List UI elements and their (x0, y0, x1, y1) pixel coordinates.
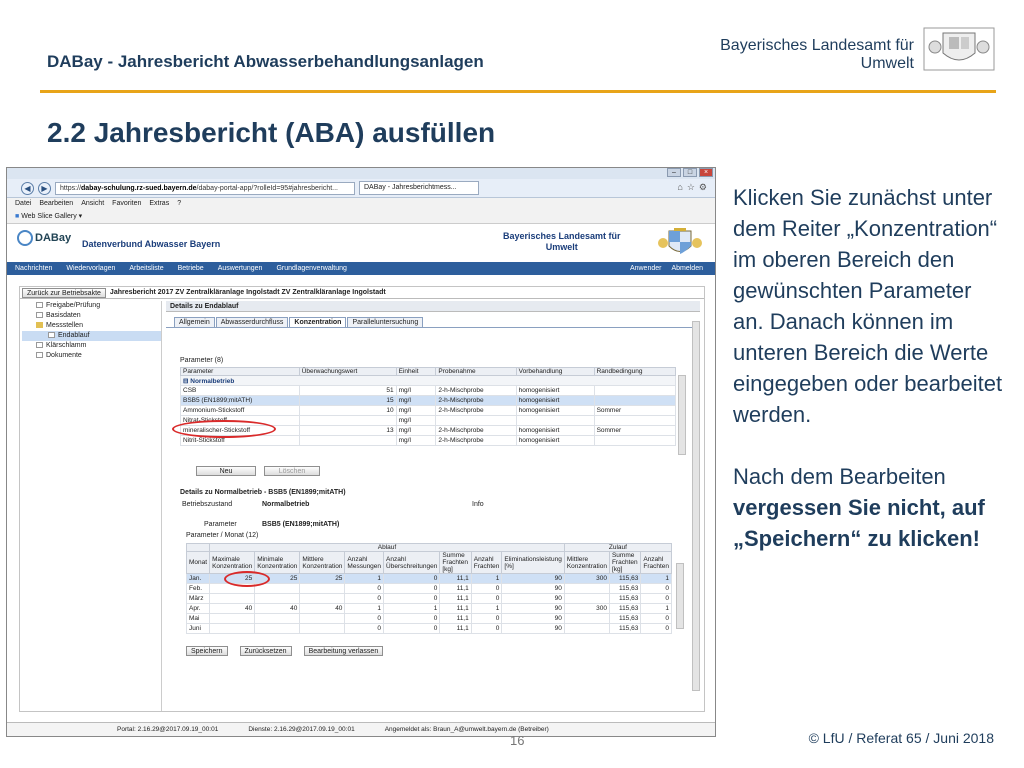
param-unit: mg/l (396, 396, 436, 406)
param-sampling: 2-h-Mischprobe (436, 406, 516, 416)
value-cell[interactable] (564, 614, 609, 624)
table-row[interactable] (181, 406, 676, 416)
value-cell[interactable]: 0 (471, 594, 502, 604)
value-cell[interactable]: 1 (641, 604, 672, 614)
highlight-ellipse-param (172, 420, 276, 438)
info-label: Info (472, 501, 484, 508)
param-table-scrollbar[interactable] (678, 375, 686, 455)
value-cell[interactable]: 90 (502, 614, 564, 624)
value-cell[interactable]: 11,1 (440, 604, 471, 614)
value-cell[interactable] (255, 624, 300, 634)
monthly-section-label (186, 532, 258, 539)
app-name: Datenverbund Abwasser Bayern (82, 239, 221, 249)
table-row[interactable] (187, 624, 672, 634)
col-ueberwachungswert[interactable]: Überwachungswert (299, 368, 396, 376)
nav-arbeitsliste[interactable]: Arbeitsliste (129, 265, 164, 272)
value-cell[interactable]: 0 (384, 614, 440, 624)
value-cell[interactable]: 90 (502, 594, 564, 604)
group-normalbetrieb[interactable]: ⊟ Normalbetrieb (181, 376, 676, 386)
param-detail-value: BSB5 (EN1899;mitATH) (262, 521, 340, 528)
org-line2: Umwelt (860, 55, 914, 72)
report-toolbar (20, 287, 704, 299)
param-pretreat: homogenisiert (516, 436, 594, 446)
doc-icon (36, 312, 43, 318)
org-line1: Bayerisches Landesamt für (720, 37, 914, 54)
slide-title: 2.2 Jahresbericht (ABA) ausfüllen (47, 117, 496, 148)
favorites-bar (7, 210, 715, 224)
col-zu-anzahl[interactable]: Anzahl Frachten (641, 552, 672, 574)
doc-icon (48, 332, 55, 338)
value-cell[interactable]: 115,63 (609, 574, 640, 584)
value-cell[interactable]: 0 (384, 574, 440, 584)
value-cell[interactable]: 40 (255, 604, 300, 614)
value-cell[interactable] (255, 594, 300, 604)
value-cell[interactable]: 1 (471, 574, 502, 584)
menu-help[interactable]: ? (177, 200, 182, 207)
new-button[interactable]: Neu (196, 466, 256, 476)
value-cell[interactable]: 0 (384, 624, 440, 634)
value-cell[interactable]: 0 (641, 594, 672, 604)
value-cell[interactable]: 0 (384, 584, 440, 594)
leave-edit-button[interactable]: Bearbeitung verlassen (304, 646, 384, 656)
value-cell[interactable] (255, 614, 300, 624)
param-condition (594, 416, 675, 426)
page-number: 16 (510, 733, 525, 748)
value-cell[interactable]: 0 (641, 584, 672, 594)
value-cell[interactable] (210, 614, 255, 624)
value-cell[interactable]: 0 (641, 624, 672, 634)
month-cell: Mai (187, 614, 210, 624)
value-cell[interactable]: 11,1 (440, 624, 471, 634)
browser-tab[interactable]: DABay - Jahresberichtmess... (359, 181, 479, 195)
param-unit: mg/l (396, 406, 436, 416)
monthly-count: (12) (245, 532, 259, 539)
param-unit: mg/l (396, 426, 436, 436)
instruction-p2-bold: vergessen Sie nicht, auf „Speichern“ zu klicken! (733, 495, 985, 551)
tab-allgemein[interactable]: Allgemein (174, 317, 215, 327)
param-limit (299, 436, 396, 446)
param-condition: Sommer (594, 426, 675, 436)
param-condition (594, 386, 675, 396)
value-cell[interactable]: 115,63 (609, 624, 640, 634)
menu-bearbeiten[interactable]: Bearbeiten (39, 200, 74, 207)
param-limit (299, 416, 396, 426)
param-name: BSB5 (EN1899;mitATH) (181, 396, 300, 406)
detail-panel (166, 301, 700, 711)
col-parameter[interactable]: Parameter (181, 368, 300, 376)
value-cell[interactable]: 11,1 (440, 574, 471, 584)
nav-anwender[interactable]: Anwender (629, 265, 662, 272)
nav-nachrichten[interactable]: Nachrichten (15, 265, 53, 272)
col-mittel[interactable]: Mittlere Konzentration (300, 552, 345, 574)
value-cell[interactable]: 11,1 (440, 614, 471, 624)
tree-label-freigabe: Freigabe/Prüfung (46, 302, 101, 309)
web-slice-icon: ■ (15, 213, 20, 220)
delete-button[interactable]: Löschen (264, 466, 320, 476)
instruction-text (733, 182, 1003, 554)
value-cell[interactable]: 0 (345, 614, 384, 624)
table-row[interactable] (187, 604, 672, 614)
value-cell[interactable]: 115,63 (609, 604, 640, 614)
param-pretreat: homogenisiert (516, 406, 594, 416)
value-cell[interactable] (564, 594, 609, 604)
param-actions (196, 466, 320, 476)
param-sampling (436, 416, 516, 426)
value-cell[interactable]: 90 (502, 624, 564, 634)
table-row[interactable] (181, 386, 676, 396)
tab-paralleluntersuchung[interactable]: Paralleluntersuchung (347, 317, 423, 327)
param-name: CSB (181, 386, 300, 396)
grp-zulauf: Zulauf (564, 544, 671, 552)
param-label: Parameter (180, 357, 213, 364)
value-cell[interactable]: 0 (345, 584, 384, 594)
back-arrow-icon[interactable]: ◀ (21, 182, 34, 195)
value-cell[interactable] (210, 624, 255, 634)
dienste-version: 2.16.29@2017.09.19_00:01 (273, 726, 355, 733)
app-lfu-line2: Umwelt (545, 242, 578, 252)
header-title: DABay - Jahresbericht Abwasserbehandlungsanlagen (47, 52, 484, 71)
folder-icon (36, 322, 43, 328)
forward-arrow-icon[interactable]: ▶ (38, 182, 51, 195)
value-cell[interactable] (300, 624, 345, 634)
lfu-crest-logo (923, 27, 995, 71)
grp-ablauf: Ablauf (210, 544, 565, 552)
monthly-table-scrollbar[interactable] (676, 563, 684, 629)
param-sampling: 2-h-Mischprobe (436, 386, 516, 396)
col-randbedingung[interactable]: Randbedingung (594, 368, 675, 376)
col-elimination[interactable]: Eliminationsleistung [%] (502, 552, 564, 574)
reset-button[interactable]: Zurücksetzen (240, 646, 292, 656)
value-cell[interactable]: 0 (384, 594, 440, 604)
table-row[interactable] (181, 436, 676, 446)
menu-extras[interactable]: Extras (149, 200, 170, 207)
app-header (7, 224, 715, 262)
group-label: Normalbetrieb (190, 377, 235, 385)
col-einheit[interactable]: Einheit (396, 368, 436, 376)
content-area (19, 286, 705, 712)
value-cell[interactable]: 25 (300, 574, 345, 584)
value-cell[interactable]: 0 (471, 624, 502, 634)
url-prefix: https:// (60, 184, 82, 192)
param-condition (594, 436, 675, 446)
state-label: Betriebszustand (182, 501, 233, 508)
tree-label-messstellen: Messstellen (46, 322, 83, 329)
nav-auswertungen[interactable]: Auswertungen (217, 265, 263, 272)
value-cell[interactable] (564, 624, 609, 634)
param-condition (594, 396, 675, 406)
state-value: Normalbetrieb (262, 501, 310, 508)
web-slice-gallery-link[interactable]: ■ Web Slice Gallery ▾ (15, 213, 83, 220)
tab-konzentration[interactable]: Konzentration (289, 317, 346, 327)
portal-label: Portal: (117, 726, 136, 733)
value-cell[interactable]: 40 (210, 604, 255, 614)
col-anzahl-mess[interactable]: Anzahl Messungen (345, 552, 384, 574)
tree-item-dokumente[interactable] (22, 351, 161, 361)
portal-version: 2.16.29@2017.09.19_00:01 (137, 726, 219, 733)
header-rule (40, 90, 996, 93)
col-frachten[interactable]: Summe Frachten [kg] (440, 552, 471, 574)
col-ueberschr[interactable]: Anzahl Überschreitungen (384, 552, 440, 574)
month-cell: Apr. (187, 604, 210, 614)
instruction-p2 (733, 461, 1003, 554)
dienste-label: Dienste: (248, 726, 273, 733)
value-cell[interactable] (300, 614, 345, 624)
value-cell[interactable]: 115,63 (609, 594, 640, 604)
value-cell[interactable]: 90 (502, 584, 564, 594)
param-pretreat: homogenisiert (516, 386, 594, 396)
col-probenahme[interactable]: Probenahme (436, 368, 516, 376)
logged-in-user: Angemeldet als: Braun_A@umwelt.bayern.de (Betreiber) (384, 726, 549, 733)
month-cell: Feb. (187, 584, 210, 594)
value-cell[interactable]: 115,63 (609, 614, 640, 624)
param-name: Nitrat-Stickstoff (181, 416, 300, 426)
param-pretreat: homogenisiert (516, 426, 594, 436)
url-host: dabay-schulung.rz-sued.bayern.de (81, 184, 197, 192)
value-cell[interactable]: 0 (345, 624, 384, 634)
address-bar (7, 179, 715, 198)
value-cell[interactable]: 0 (471, 584, 502, 594)
param-name: Ammonium-Stickstoff (181, 406, 300, 416)
col-zu-frachten[interactable]: Summe Frachten [kg] (609, 552, 640, 574)
navigation-tree (22, 301, 162, 711)
param-pretreat: homogenisiert (516, 396, 594, 406)
tree-label-endablauf: Endablauf (58, 332, 90, 339)
save-button[interactable]: Speichern (186, 646, 228, 656)
grp-blank (187, 544, 210, 552)
web-slice-label: Web Slice Gallery (21, 213, 77, 220)
value-cell[interactable] (300, 584, 345, 594)
value-cell[interactable]: 25 (210, 574, 255, 584)
value-cell[interactable]: 40 (300, 604, 345, 614)
nav-betriebe[interactable]: Betriebe (177, 265, 204, 272)
table-row[interactable] (187, 594, 672, 604)
value-cell[interactable]: 0 (345, 594, 384, 604)
param-detail-label: Parameter (204, 521, 237, 528)
value-cell[interactable]: 300 (564, 604, 609, 614)
window-titlebar (7, 168, 715, 179)
browser-icons: ⌂☆⚙ (677, 182, 711, 192)
close-button[interactable]: × (699, 168, 713, 177)
table-row-selected[interactable] (181, 396, 676, 406)
month-cell: März (187, 594, 210, 604)
doc-icon (36, 302, 43, 308)
minimize-button[interactable]: – (667, 168, 681, 177)
url-rest: /dabay-portal-app/?rolleId=95#jahresbericht... (196, 184, 338, 192)
value-cell[interactable]: 0 (471, 614, 502, 624)
value-cell[interactable]: 1 (384, 604, 440, 614)
tree-label-basisdaten: Basisdaten (46, 312, 81, 319)
back-to-file-button[interactable]: Zurück zur Betriebsakte (22, 288, 106, 298)
param-unit: mg/l (396, 386, 436, 396)
org-name (720, 37, 914, 73)
value-cell[interactable]: 11,1 (440, 584, 471, 594)
param-count: (8) (214, 357, 224, 364)
param-sampling: 2-h-Mischprobe (436, 396, 516, 406)
report-title: Jahresbericht 2017 ZV Zentralkläranlage Ingolstadt ZV Zentralkläranlage Ingolstadt (109, 289, 386, 296)
value-cell[interactable]: 90 (502, 604, 564, 614)
param-limit: 15 (299, 396, 396, 406)
table-row[interactable] (187, 614, 672, 624)
param-unit: mg/l (396, 436, 436, 446)
param-pretreat (516, 416, 594, 426)
detail-scrollbar[interactable] (692, 321, 700, 691)
tree-item-klaerschlamm[interactable] (22, 341, 161, 351)
param-limit: 51 (299, 386, 396, 396)
detail-tabs (166, 317, 700, 328)
tree-label-klaerschlamm: Klärschlamm (46, 342, 87, 349)
highlight-ellipse-value (224, 571, 270, 587)
monthly-label: Parameter / Monat (186, 532, 244, 539)
detail-header: Details zu Endablauf (166, 301, 700, 312)
dabay-logo (17, 230, 71, 246)
status-bar (7, 722, 715, 736)
month-cell: Juni (187, 624, 210, 634)
footer-credit: © LfU / Referat 65 / Juni 2018 (808, 730, 994, 746)
value-cell[interactable]: 115,63 (609, 584, 640, 594)
app-lfu-name (503, 231, 621, 253)
value-cell[interactable]: 11,1 (440, 594, 471, 604)
value-cell[interactable]: 25 (255, 574, 300, 584)
nav-abmelden[interactable]: Abmelden (671, 265, 703, 272)
menu-bar (7, 198, 715, 210)
tree-item-endablauf[interactable] (22, 331, 161, 341)
value-cell[interactable]: 1 (471, 604, 502, 614)
tab-abwasserdurchfluss[interactable]: Abwasserdurchfluss (216, 317, 289, 327)
value-cell[interactable]: 300 (564, 574, 609, 584)
form-actions (186, 646, 383, 656)
value-cell[interactable]: 1 (345, 604, 384, 614)
param-name: mineralischer-Stickstoff (181, 426, 300, 436)
col-min[interactable]: Minimale Konzentration (255, 552, 300, 574)
col-anzahl-fracht[interactable]: Anzahl Frachten (471, 552, 502, 574)
col-zu-mittel[interactable]: Mittlere Konzentration (564, 552, 609, 574)
browser-screenshot (6, 167, 716, 737)
param-section-label (180, 357, 223, 364)
value-cell[interactable]: 1 (641, 574, 672, 584)
param-unit: mg/l (396, 416, 436, 426)
app-lfu-line1: Bayerisches Landesamt für (503, 231, 621, 241)
nav-wiedervorlagen[interactable]: Wiedervorlagen (66, 265, 116, 272)
col-max[interactable]: Maximale Konzentration (210, 552, 255, 574)
tree-label-dokumente: Dokumente (46, 352, 82, 359)
col-vorbehandlung[interactable]: Vorbehandlung (516, 368, 594, 376)
instruction-p2-normal: Nach dem Bearbeiten (733, 464, 946, 489)
url-field[interactable] (55, 182, 355, 195)
value-cell[interactable] (210, 594, 255, 604)
bavaria-crest-icon (657, 228, 703, 258)
tree-item-freigabe[interactable] (22, 301, 161, 311)
value-cell[interactable]: 90 (502, 574, 564, 584)
monthly-table (186, 543, 672, 634)
value-cell[interactable] (300, 594, 345, 604)
value-cell[interactable]: 0 (641, 614, 672, 624)
main-nav (7, 262, 715, 275)
month-cell: Jan. (187, 574, 210, 584)
param-name: Nitrit-Stickstoff (181, 436, 300, 446)
dabay-logo-text: DABay (35, 231, 72, 244)
tree-item-basisdaten[interactable] (22, 311, 161, 321)
value-cell[interactable]: 1 (345, 574, 384, 584)
param-limit: 13 (299, 426, 396, 436)
param-sampling: 2-h-Mischprobe (436, 426, 516, 436)
maximize-button[interactable]: □ (683, 168, 697, 177)
param-sampling: 2-h-Mischprobe (436, 436, 516, 446)
dabay-logo-icon (17, 230, 33, 246)
details-title: Details zu Normalbetrieb - BSB5 (EN1899;mitATH) (180, 489, 346, 496)
value-cell[interactable] (564, 584, 609, 594)
menu-ansicht[interactable]: Ansicht (81, 200, 105, 207)
col-monat[interactable]: Monat (187, 552, 210, 574)
menu-favoriten[interactable]: Favoriten (112, 200, 142, 207)
instruction-p1: Klicken Sie zunächst unter dem Reiter „Konzentration“ im oberen Bereich den gewünschten Parameter an. Danach können im unteren Bereich die Werte eingegeben oder bearbeitet werden. (733, 185, 1003, 427)
doc-icon (36, 352, 43, 358)
doc-icon (36, 342, 43, 348)
menu-datei[interactable]: Datei (15, 200, 32, 207)
param-condition: Sommer (594, 406, 675, 416)
nav-grundlagenverwaltung[interactable]: Grundlagenverwaltung (276, 265, 347, 272)
tree-item-messstellen[interactable] (22, 321, 161, 331)
param-limit: 10 (299, 406, 396, 416)
